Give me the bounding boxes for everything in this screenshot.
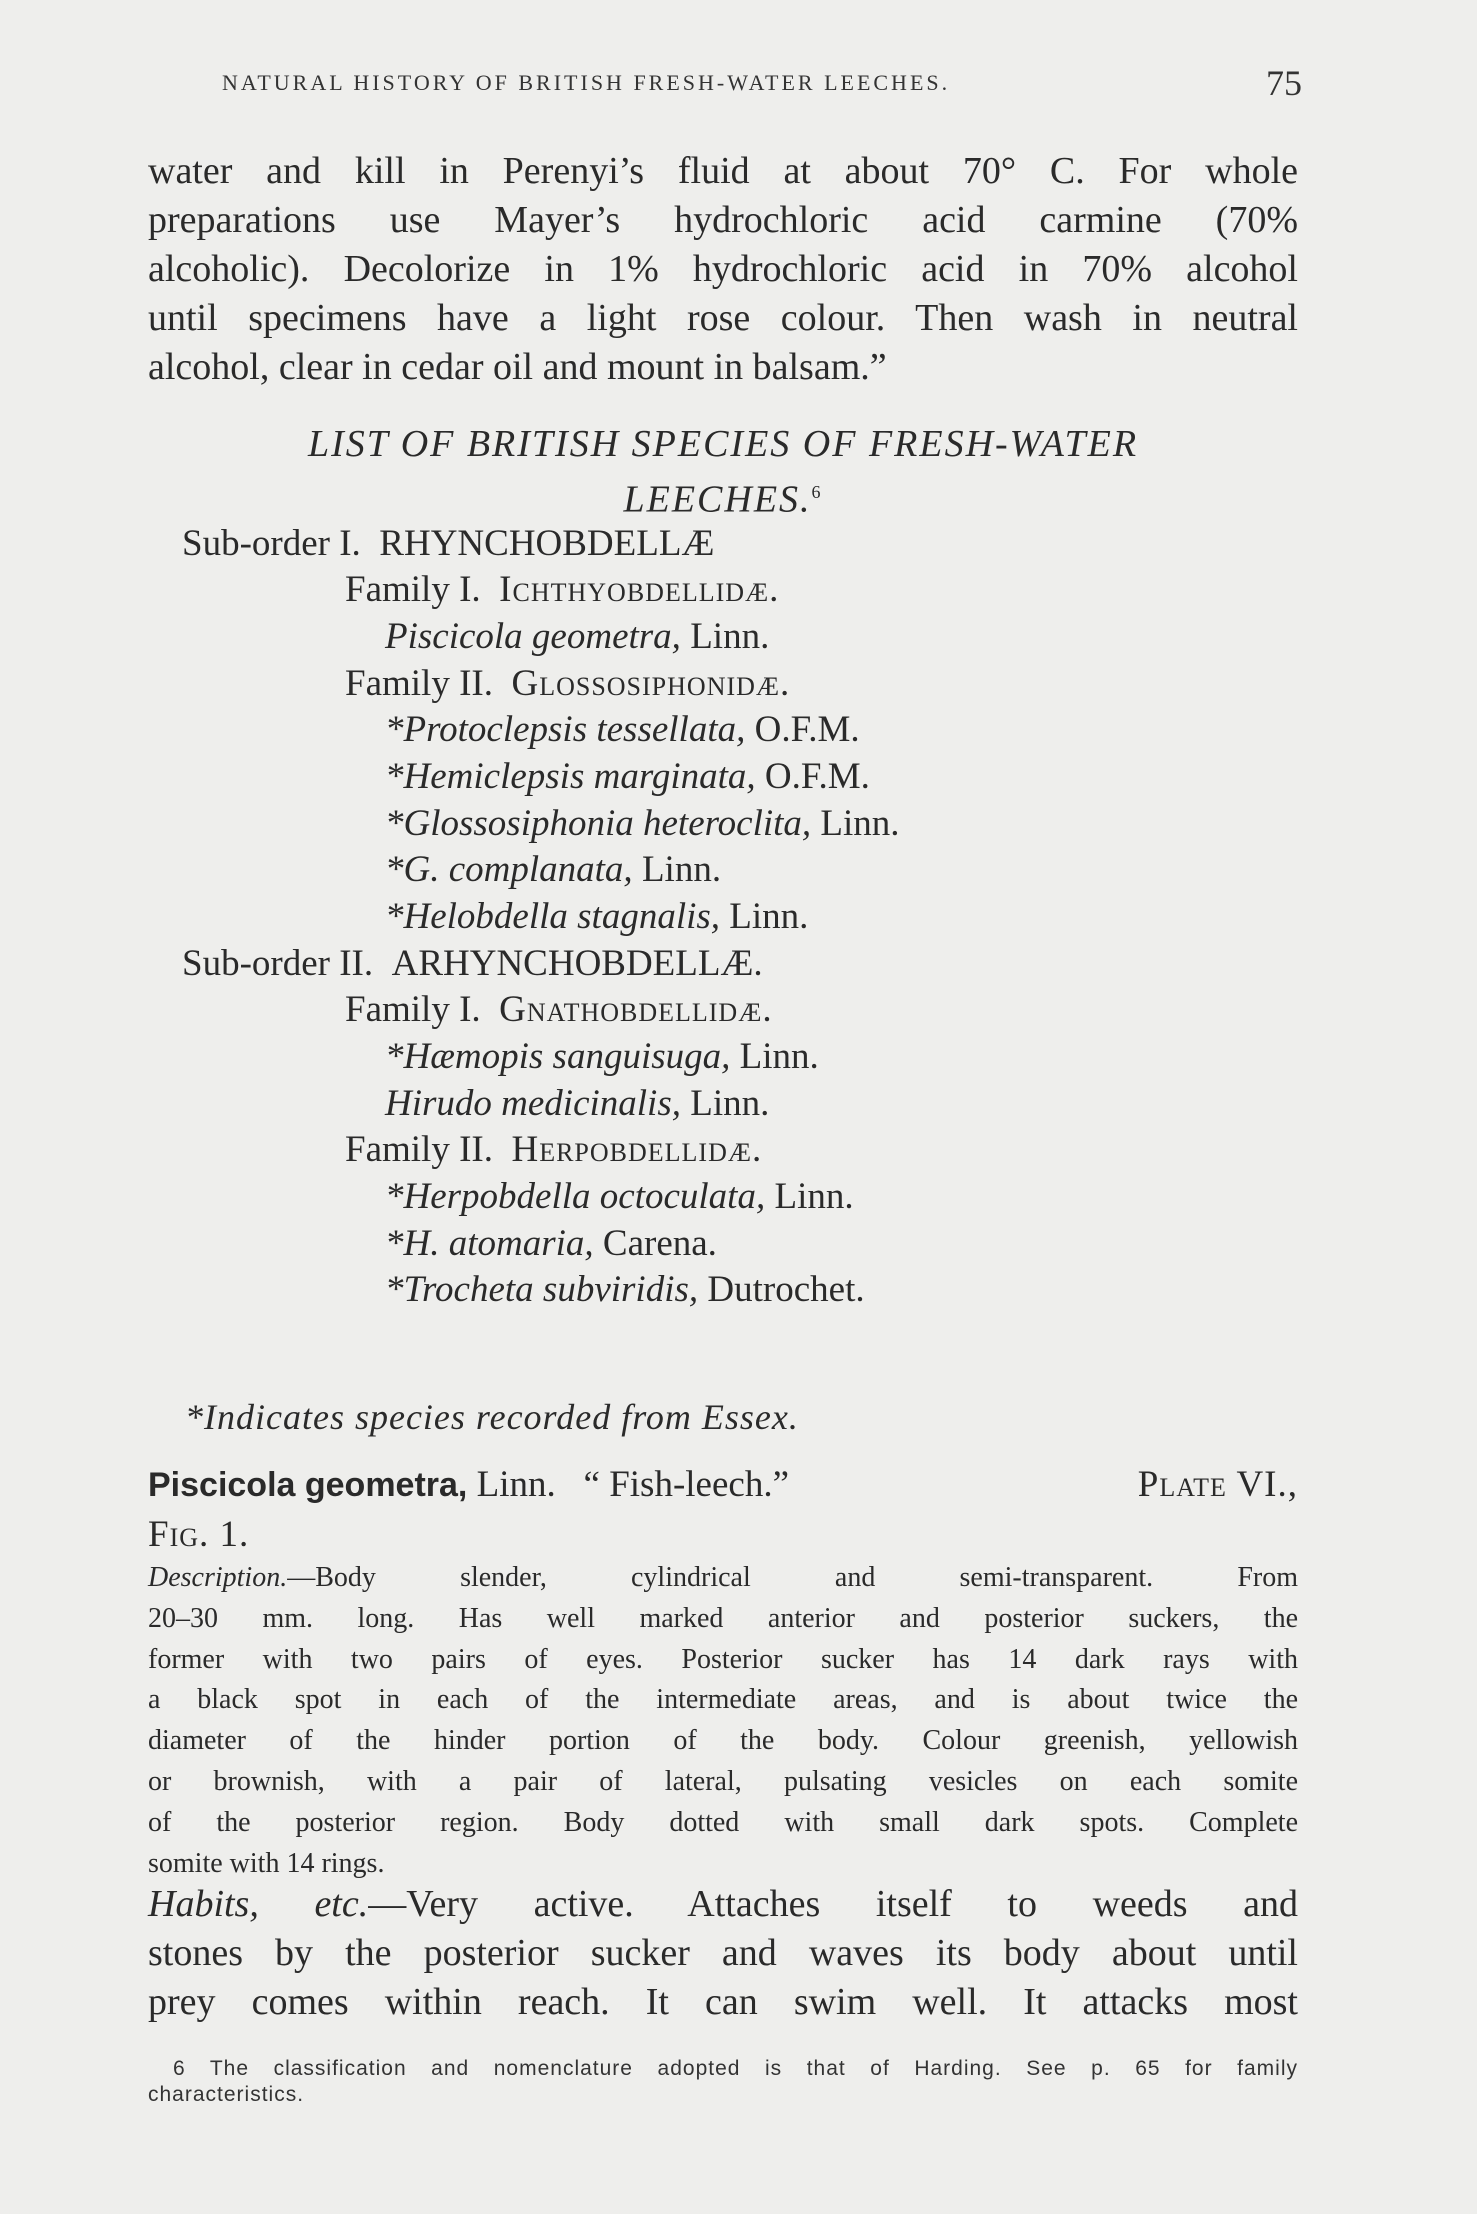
suborder-row [182,942,763,985]
description-label: Description. [148,1562,288,1593]
species-author: Linn. [720,896,809,937]
list-title [148,420,1298,524]
species-author: Linn. [811,803,900,844]
heading-author: Linn. [467,1464,556,1505]
family-name: Glossosiphonidæ. [511,663,791,704]
species-name: *H. atomaria, [385,1223,594,1264]
heading-plate: Plate VI., [1137,1464,1298,1505]
family-name: Ichthyobdellidæ. [499,569,780,610]
intro-paragraph [148,147,1298,392]
species-name: Hirudo medicinalis, [385,1083,681,1124]
list-title-line2 [148,468,1298,524]
text-line: alcohol, clear in cedar oil and mount in balsam.” [148,346,887,388]
text-line: prey comes within reach. It can swim well. It attacks most [148,1981,1298,2023]
species-row [385,1222,717,1265]
species-row [385,1082,769,1125]
species-author: Linn. [632,849,722,890]
species-name: *Herpobdella octoculata, [385,1176,766,1217]
species-name: *Trocheta subviridis, [385,1269,699,1310]
heading-common-name: “ Fish-leech.” [583,1464,789,1505]
species-row [385,802,900,845]
species-name: Piscicola geometra, [385,616,681,657]
species-row [385,1268,865,1311]
footnote-line: characteristics. [148,2083,305,2106]
footnote [148,2056,1298,2108]
family-label: Family I. [345,989,481,1030]
species-author: Linn. [730,1036,819,1077]
species-name: *Helobdella stagnalis, [385,896,721,937]
species-author: O.F.M. [755,756,870,797]
text-line: until specimens have a light rose colour. Then wash in neutral [148,297,1298,339]
text-line: stones by the posterior sucker and waves its body about until [148,1932,1298,1974]
species-name: *Hemiclepsis marginata, [385,756,756,797]
family-row [345,988,773,1031]
habits-paragraph [148,1880,1298,2027]
list-title-text: LEECHES. [623,478,812,521]
family-label: Family I. [345,569,481,610]
suborder-label: Sub-order I. [182,523,361,564]
text-line: of the posterior region. Body dotted with small dark spots. Complete [148,1806,1298,1838]
species-heading-line1 [148,1460,1298,1510]
species-row [385,708,860,751]
species-row [385,895,808,938]
text-line: somite with 14 rings. [148,1847,385,1879]
text-line: diameter of the hinder portion of the body. Colour greenish, yellowish [148,1725,1298,1757]
species-name: *G. complanata, [385,849,633,890]
family-row [345,568,779,611]
text-line: alcoholic). Decolorize in 1% hydrochloric acid in 70% alcohol [148,248,1298,290]
species-heading [148,1460,1298,1560]
species-author: Linn. [680,616,770,657]
text-line: or brownish, with a pair of lateral, pulsating vesicles on each somite [148,1765,1298,1797]
species-author: Linn. [680,1083,770,1124]
habits-label: Habits, etc. [148,1883,369,1925]
footnote-mark: 6 [811,482,823,502]
page-number: 75 [1266,63,1302,103]
text-line: water and kill in Perenyi’s fluid at about 70° C. For whole [148,150,1298,192]
footnote-line: 6 The classification and nomenclature adopted is that of Harding. See p. 65 for family [173,2057,1298,2080]
suborder-name: ARHYNCHOBDELLÆ. [391,943,763,984]
species-author: Dutrochet. [698,1269,865,1310]
family-row [345,1128,762,1171]
habits-text: —Very active. Attaches itself to weeds and [368,1883,1298,1925]
suborder-row [182,522,714,565]
family-name: Gnathobdellidæ. [499,989,773,1030]
heading-fig: Fig. 1. [148,1514,250,1555]
species-row [385,755,870,798]
species-author: Linn. [765,1176,854,1217]
species-name: *Protoclepsis tessellata, [385,709,746,750]
running-head [222,63,1302,103]
species-name: *Glossosiphonia heteroclita, [385,803,812,844]
list-title-line1: LIST OF BRITISH SPECIES OF FRESH-WATER [307,423,1139,465]
suborder-label: Sub-order II. [182,943,374,984]
family-name: Herpobdellidæ. [511,1129,763,1170]
species-row [385,1035,819,1078]
family-label: Family II. [345,1129,493,1170]
description-paragraph [148,1558,1298,1884]
essex-note: *Indicates species recorded from Essex. [185,1397,799,1437]
family-label: Family II. [345,663,493,704]
running-title: NATURAL HISTORY OF BRITISH FRESH-WATER LEECHES. [222,70,951,95]
family-row [345,662,790,705]
text-line [148,1558,1298,1599]
suborder-name: RHYNCHOBDELLÆ [379,523,715,564]
text-line: a black spot in each of the intermediate areas, and is about twice the [148,1684,1298,1716]
text-line [148,1880,1298,1929]
description-text: —Body slender, cylindrical and semi-transparent. From [287,1562,1298,1593]
species-row [385,615,769,658]
text-line: 20–30 mm. long. Has well marked anterior and posterior suckers, the [148,1602,1298,1634]
species-name: *Hæmopis sanguisuga, [385,1036,731,1077]
species-row [385,1175,854,1218]
text-line: former with two pairs of eyes. Posterior sucker has 14 dark rays with [148,1643,1298,1675]
species-author: Carena. [593,1223,717,1264]
heading-species-name: Piscicola geometra, [148,1466,468,1504]
species-row [385,848,721,891]
text-line: preparations use Mayer’s hydrochloric acid carmine (70% [148,199,1298,241]
species-author: O.F.M. [745,709,860,750]
